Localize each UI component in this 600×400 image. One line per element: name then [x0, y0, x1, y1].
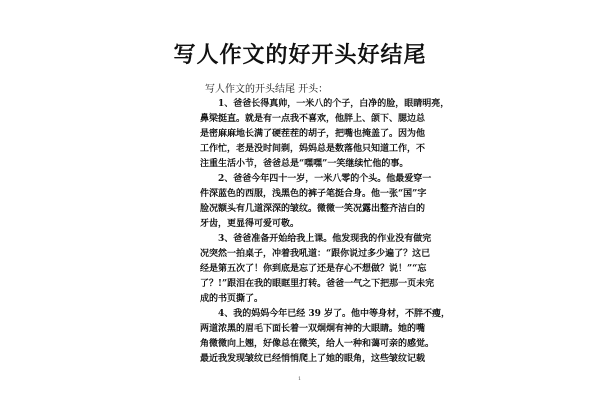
- body-line: 件深蓝色的西服，浅黑色的裤子笔挺合身。他一张“国”字: [200, 189, 427, 199]
- body-line: 经是第五次了！你到底是忘了还是存心不想做？说！”“忘: [200, 264, 427, 274]
- body-line: 工作忙，老是没时间剃，妈妈总是数落他只知道工作，不: [200, 144, 426, 154]
- body-line: 了？!”跟泪在我的眼眶里打转。爸爸一气之下把那一页未完: [200, 279, 435, 289]
- body-line: 3、爸爸准备开始给我上课。他发现我的作业没有做完: [218, 234, 432, 244]
- document-title: 写人作文的好开头好结尾: [173, 42, 427, 68]
- document-subtitle: 写人作文的开头结尾 开头：: [205, 84, 329, 95]
- body-line: 注重生活小节，爸爸总是“嘿嘿”一笑继续忙他的事。: [200, 159, 409, 169]
- body-line: 鼻梁挺直。就是有一点我不喜欢，他胖上、颌下、腮边总: [200, 114, 426, 124]
- body-line: 牙齿，更显得可爱可敬。: [200, 219, 300, 229]
- body-line: 最近我发现皱纹已经悄悄爬上了她的眼角，这些皱纹记载: [200, 354, 426, 364]
- body-line: 两道浓黑的眉毛下面长着一双炯炯有神的大眼睛。她的嘴: [200, 324, 426, 334]
- body-line: 脸况额头有几道深深的皱纹。微微一笑况露出整齐洁白的: [200, 204, 426, 214]
- body-line: 2、爸爸今年四十一岁，一米八零的个头。他最爱穿一: [218, 174, 432, 184]
- document-body: [200, 97, 451, 367]
- body-line: 1、爸爸长得真帅，一米八的个子，白净的脸，眼睛明亮，: [218, 99, 450, 109]
- page-number: 1: [298, 376, 302, 382]
- body-line: 成的书页撕了。: [200, 294, 264, 304]
- body-line: 角微微向上翘，好像总在微笑，给人一种和蔼可亲的感觉。: [200, 339, 435, 349]
- body-line: 况突然一拍桌子，冲着我吼道：“跟你说过多少遍了？这已: [200, 249, 431, 259]
- body-line: 是密麻麻地长满了硬茬茬的胡子，把嘴也掩盖了。因为他: [200, 129, 426, 139]
- body-line: 4、我的妈妈今年已经 39 岁了。他中等身材，不胖不瘦，: [218, 309, 451, 319]
